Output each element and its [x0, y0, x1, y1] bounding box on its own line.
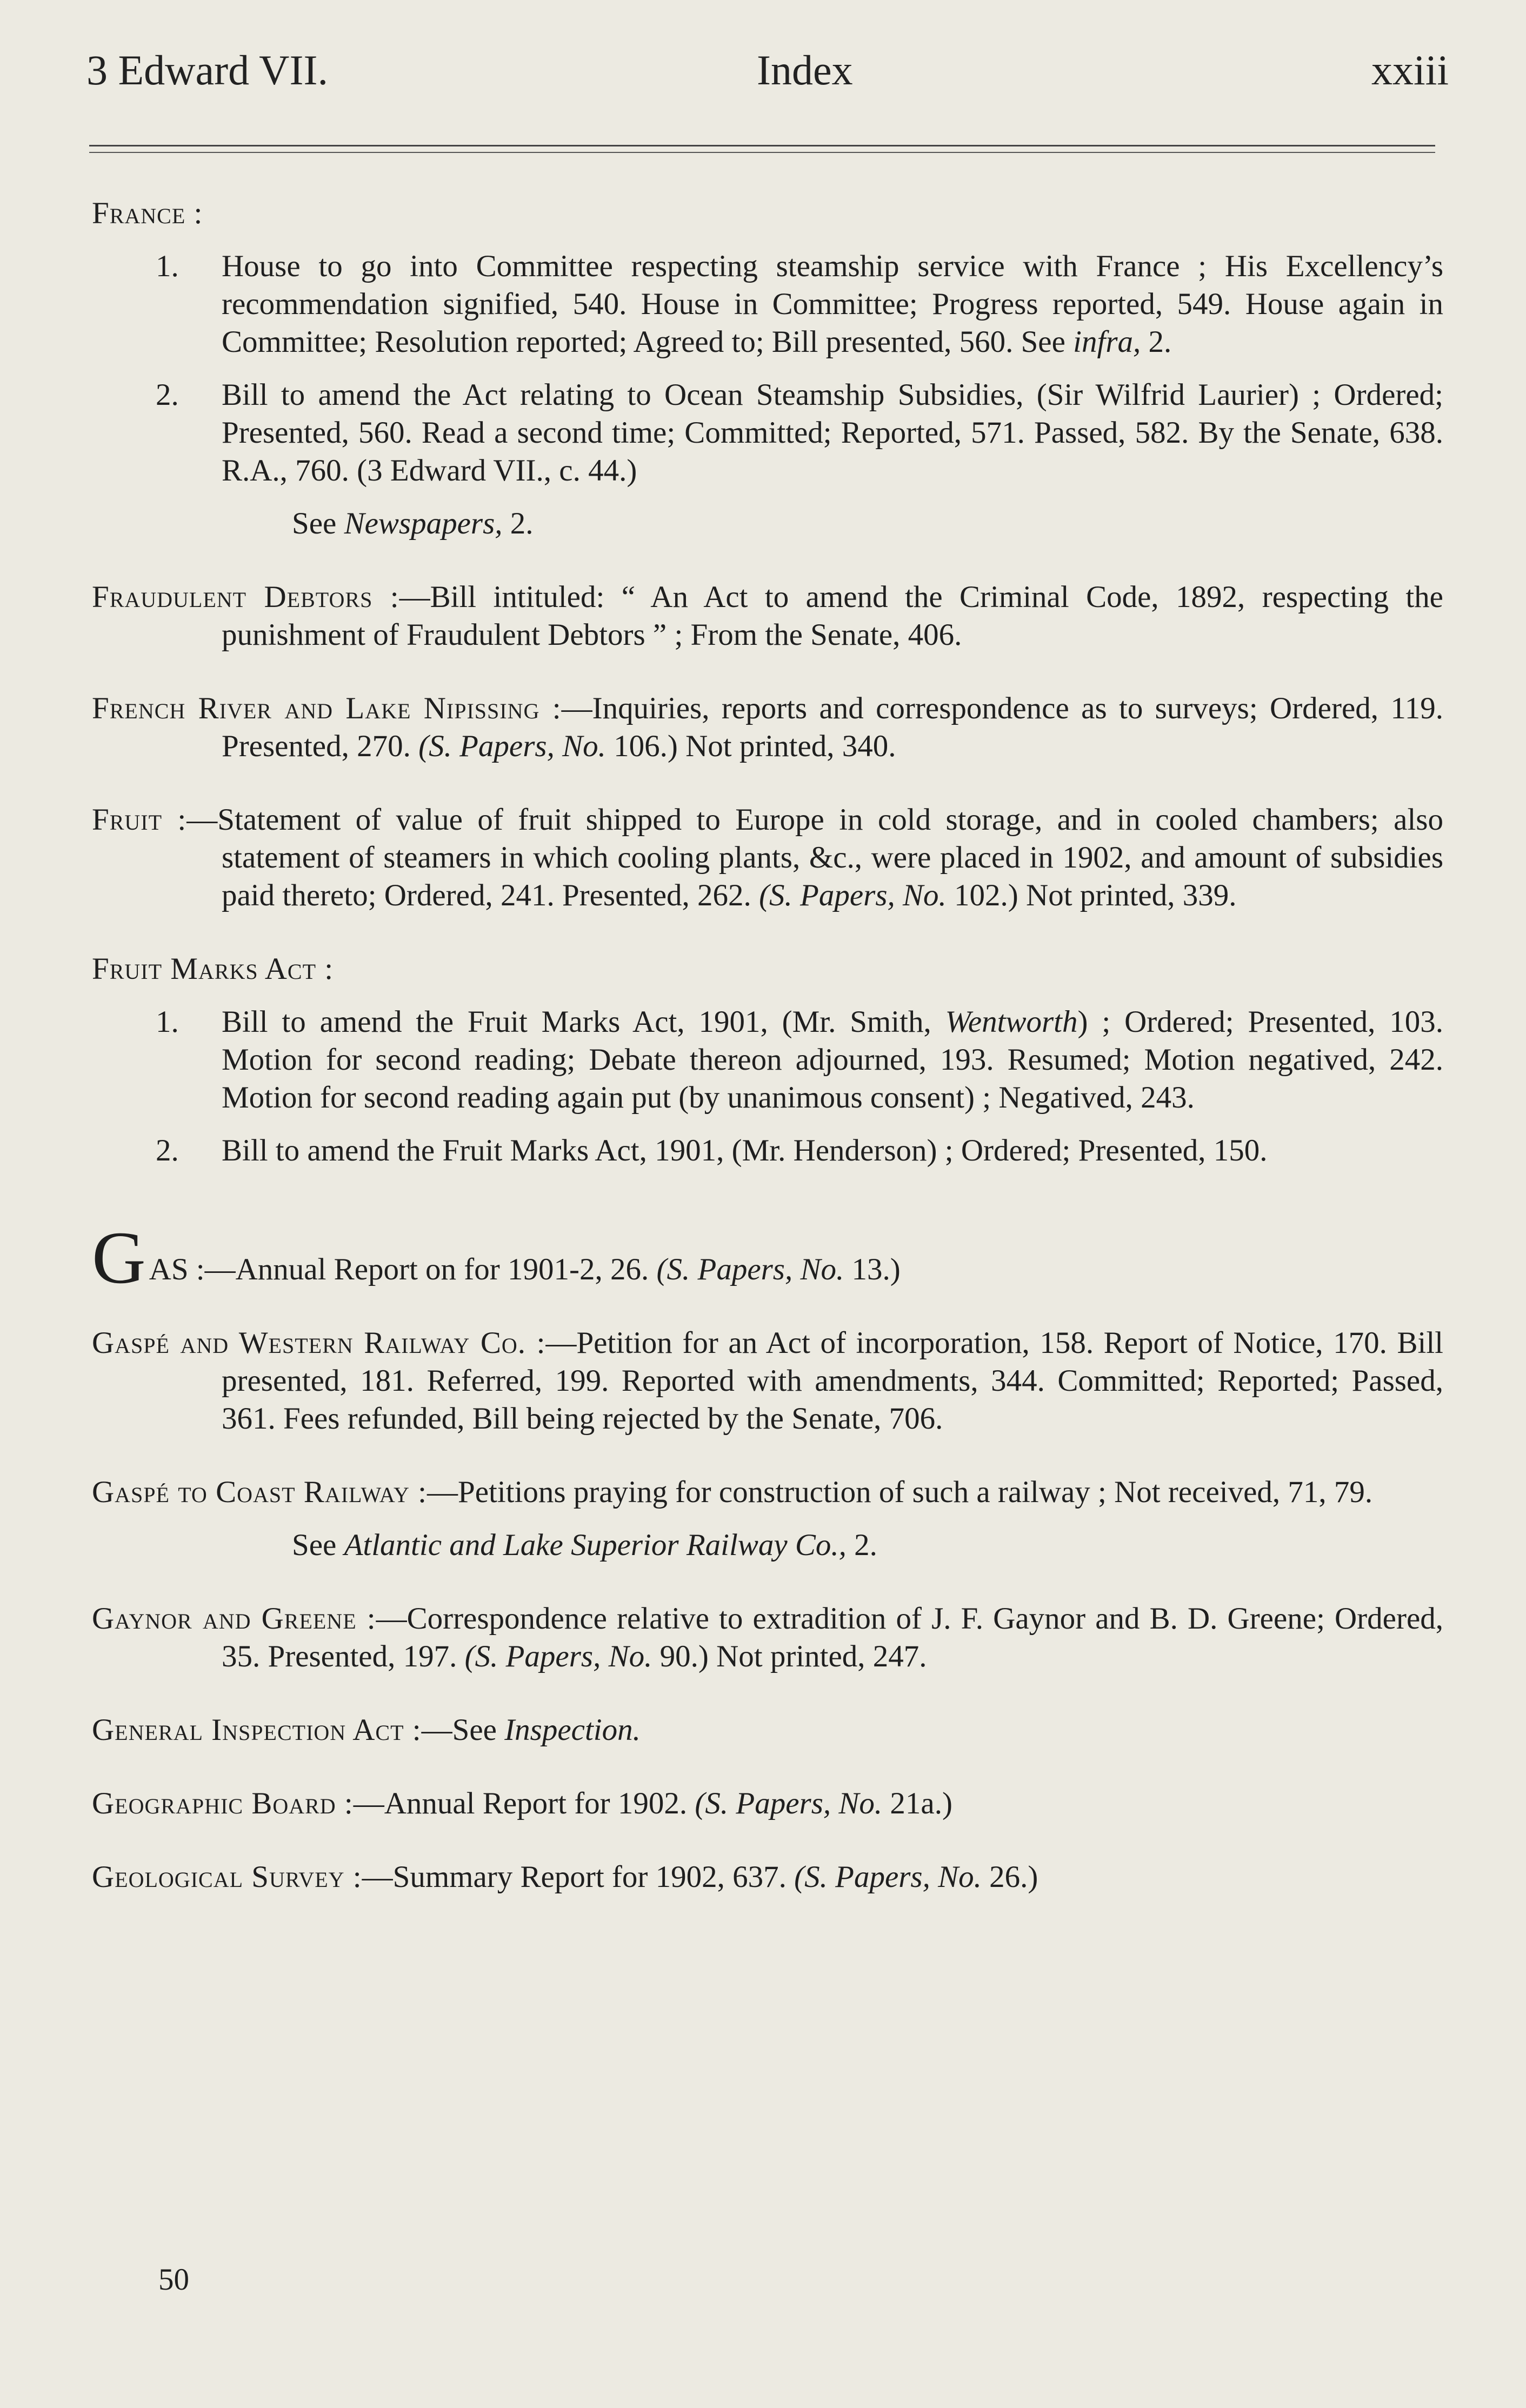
entry-text: —Annual Report on for 1901-2, 26. — [204, 1252, 657, 1286]
entry-heading: Gaynor and Greene : — [92, 1602, 376, 1636]
entry-tail: 13.) — [844, 1252, 901, 1286]
index-entries — [92, 195, 1443, 1896]
entry-text: —Bill intituled: “ An Act to amend the Criminal Code, 1892, respecting the punishment of Fraudulent Debtors ” ; From the Senate, 406. — [222, 580, 1443, 652]
entry-text: —See — [421, 1713, 505, 1747]
item-number: 2. — [156, 1133, 179, 1168]
entry-heading: General Inspection Act : — [92, 1713, 422, 1747]
header-rule — [89, 145, 1435, 153]
sessional-paper-ref: (S. Papers, No. — [418, 729, 606, 763]
entry-text: —Annual Report for 1902. — [353, 1786, 695, 1820]
entry-text: —Inquiries, reports and correspondence as to surveys; Ordered, 119. Presented, 270. — [222, 691, 1444, 763]
entry-heading: France : — [92, 196, 203, 230]
sessional-paper-ref: (S. Papers, No. — [695, 1786, 883, 1820]
entry-gas — [92, 1216, 1443, 1299]
cross-reference: Inspection. — [504, 1713, 641, 1747]
item-text: Bill to amend the Act relating to Ocean Steamship Subsidies, (Sir Wilfrid Laurier) ; Ordered; Presented, 560. Read a second time; Committed; Reported, 571. Passed, 582. By the Senate, 638. R.A., 760. (3 Edward VII., c. 44.) — [222, 378, 1443, 488]
entry-heading: Geological Survey : — [92, 1860, 362, 1894]
drop-cap: G — [92, 1216, 146, 1299]
entry-heading: Gaspé to Coast Railway : — [92, 1475, 427, 1509]
sub-item — [92, 1132, 1443, 1170]
header-title: Index — [757, 46, 853, 94]
cross-reference: Newspapers, — [344, 506, 503, 541]
entry-french-river — [92, 690, 1443, 765]
entry-heading: Fraudulent Debtors : — [92, 580, 399, 614]
sub-item — [92, 248, 1443, 361]
entry-text: —Petitions praying for construction of such a railway ; Not received, 71, 79. — [427, 1475, 1373, 1509]
sub-item — [92, 376, 1443, 490]
entry-text: —Statement of value of fruit shipped to Europe in cold storage, and in cooled chambers; also statement of steamers in which cooling plants, &c., were placed in 1902, and amount of subsidies paid thereto; Ordered, 241. Presented, 262. — [186, 803, 1443, 912]
entry-gaspe-coast-railway — [92, 1473, 1443, 1564]
entry-text: —Summary Report for 1902, 637. — [362, 1860, 795, 1894]
see-also — [92, 505, 1443, 543]
see-tail: 2. — [502, 506, 534, 541]
sessional-paper-ref: (S. Papers, No. — [656, 1252, 844, 1286]
entry-tail: 26.) — [981, 1860, 1038, 1894]
entry-tail: 102.) Not printed, 339. — [946, 878, 1237, 912]
entry-heading: Fruit : — [92, 803, 187, 837]
entry-general-inspection-act — [92, 1711, 1443, 1749]
entry-geographic-board — [92, 1785, 1443, 1823]
cross-reference: infra, — [1073, 325, 1141, 359]
item-text: Bill to amend the Fruit Marks Act, 1901, (Mr. Smith, — [222, 1005, 945, 1039]
entry-tail: 21a.) — [882, 1786, 952, 1820]
entry-tail: 106.) Not printed, 340. — [605, 729, 896, 763]
running-header — [86, 46, 1449, 105]
header-volume: 3 Edward VII. — [86, 46, 328, 94]
entry-heading: Gaspé and Western Railway Co. : — [92, 1326, 546, 1360]
see-label: See — [292, 506, 344, 541]
constituency: Wentworth — [945, 1005, 1078, 1039]
entry-text: —Correspondence relative to extradition of J. F. Gaynor and B. D. Greene; Ordered, 35. Presented, 197. — [222, 1602, 1443, 1673]
entry-fruit-marks-act — [92, 950, 1443, 1170]
page-number: 50 — [158, 2263, 189, 2297]
entry-geological-survey — [92, 1858, 1443, 1896]
entry-gaspe-western-railway — [92, 1324, 1443, 1438]
see-also — [92, 1526, 1443, 1564]
entry-gaynor-greene — [92, 1600, 1443, 1676]
entry-heading: AS : — [149, 1252, 205, 1286]
item-number: 1. — [156, 249, 179, 283]
sessional-paper-ref: (S. Papers, No. — [759, 878, 947, 912]
see-tail: 2. — [846, 1528, 877, 1562]
entry-text: —Petition for an Act of incorporation, 158. Report of Notice, 170. Bill presented, 181. Referred, 199. Reported with amendments, 344. Committed; Reported; Passed, 361. Fees refunded, Bill being rejected by the Senate, 706. — [222, 1326, 1443, 1436]
entry-heading: French River and Lake Nipissing : — [92, 691, 562, 725]
item-text: ) ; Ordered; Presented, 103. Motion for second reading; Debate thereon adjourned, 193. Resumed; Motion negatived, 242. Motion for second reading again put (by unanimous consent) ; Negatived, 243. — [222, 1005, 1443, 1115]
item-number: 2. — [156, 378, 179, 412]
cross-reference: Atlantic and Lake Superior Railway Co., — [344, 1528, 847, 1562]
header-page-roman: xxiii — [1371, 46, 1449, 94]
sessional-paper-ref: (S. Papers, No. — [464, 1639, 652, 1673]
entry-france — [92, 195, 1443, 543]
entry-fruit — [92, 801, 1443, 915]
see-label: See — [292, 1528, 344, 1562]
entry-heading: Fruit Marks Act : — [92, 952, 334, 986]
entry-fraudulent-debtors — [92, 578, 1443, 654]
item-text: Bill to amend the Fruit Marks Act, 1901, (Mr. Henderson) ; Ordered; Presented, 150. — [222, 1133, 1268, 1168]
entry-tail: 90.) Not printed, 247. — [652, 1639, 927, 1673]
item-tail: 2. — [1141, 325, 1172, 359]
item-text: House to go into Committee respecting steamship service with France ; His Excellency’s recommendation signified, 540. House in Committee; Progress reported, 549. House again in Committee; Resolution reported; Agreed to; Bill presented, 560. See — [222, 249, 1443, 359]
entry-heading: Geographic Board : — [92, 1786, 354, 1820]
item-number: 1. — [156, 1005, 179, 1039]
sessional-paper-ref: (S. Papers, No. — [794, 1860, 982, 1894]
sub-item — [92, 1003, 1443, 1117]
